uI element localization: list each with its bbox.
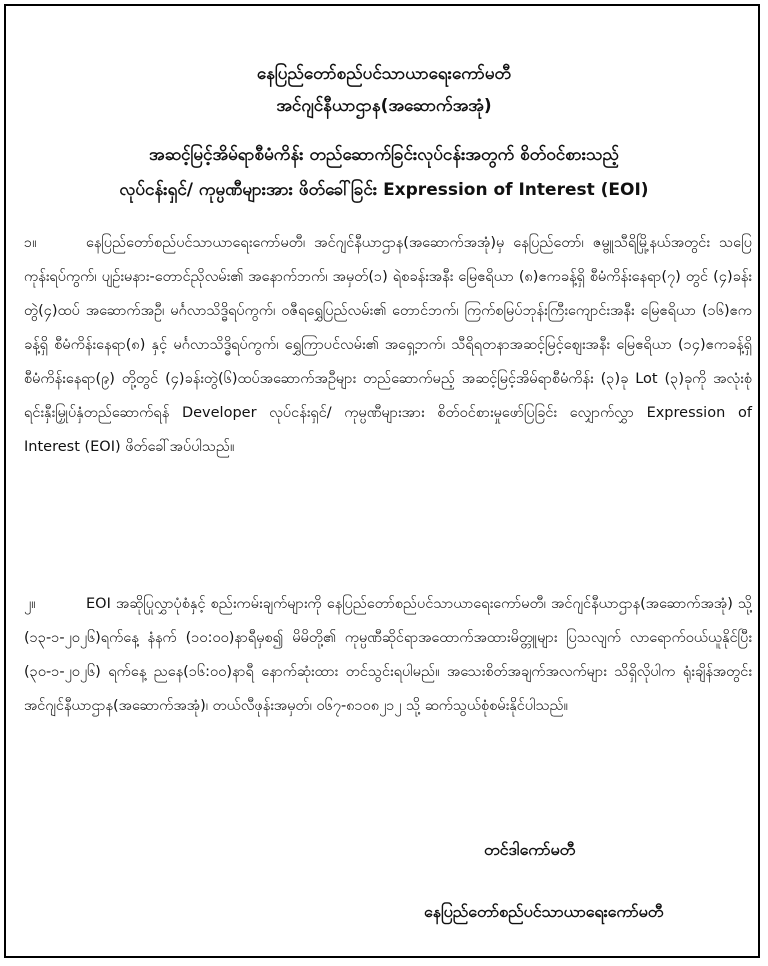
- signature-organization: နေပြည်တော်စည်ပင်သာယာရေးကော်မတီ: [424, 902, 664, 921]
- paragraph-2: [24, 587, 752, 723]
- department-title: အင်ဂျင်နီယာဌာန(အဆောက်အအုံ): [276, 96, 492, 116]
- notice-title-line2: လုပ်ငန်းရှင်/ ကုမ္ပဏီများအား ဖိတ်ခေါ်ခြင်း Expression of Interest (EOI): [119, 180, 649, 200]
- paragraph-number: ၂။: [24, 596, 36, 612]
- paragraph-text: နေပြည်တော်စည်ပင်သာယာရေးကော်မတီ၊ အင်ဂျင်နီယာဌာန(အဆောက်အအုံ)မှ နေပြည်တော်၊ ဇမ္ဗူသီရိမြို့နယ်အတွင်း သပြေကုန်းရပ်ကွက်၊ ပျဉ်းမနား-တောင်ညိုလမ်း၏ အနောက်ဘက်၊ အမှတ်(၁) ရဲစခန်းအနီး မြေဧရိယာ (၈)ဧကခန့်ရှိ စီမံကိန်းနေရာ(၇) တွင် (၄)ခန်းတွဲ(၄)ထပ် အဆောက်အဦ၊ မင်္ဂလာသိဒ္ဓိရပ်ကွက်၊ ဝဇီရရွှေပြည်လမ်း၏ တောင်ဘက်၊ ကြက်စမြပ်ဘုန်းကြီးကျောင်းအနီး မြေဧရိယာ (၁၆)ဧကခန့်ရှိ စီမံကိန်းနေရာ(၈) နှင့် မင်္ဂလာသိဒ္ဓိရပ်ကွက်၊ ရွှေကြာပင်လမ်း၏ အရှေ့ဘက်၊ သီရိရတနာအဆင့်မြင့်ဈေးအနီး မြေဧရိယာ (၁၄)ဧကခန့်ရှိ စီမံကိန်းနေရာ(၉) တို့တွင် (၄)ခန်းတွဲ(၆)ထပ်အဆောက်အဦများ တည်ဆောက်မည့် အဆင့်မြင့်အိမ်ရာစီမံကိန်း (၃)ခု Lot (၃)ခုကို အလုံးစုံရင်းနှီးမြှုပ်နှံတည်ဆောက်ရန် Developer လုပ်ငန်းရှင်/ ကုမ္ပဏီများအား စိတ်ဝင်စားမှုဖော်ပြခြင်း လျှောက်လွှာ Expression of Interest (EOI) ဖိတ်ခေါ်အပ်ပါသည်။: [24, 235, 752, 455]
- paragraph-text: EOI အဆိုပြုလွှာပုံစံနှင့် စည်းကမ်းချက်များကို နေပြည်တော်စည်ပင်သာယာရေးကော်မတီ၊ အင်ဂျင်နီယာဌာန(အဆောက်အအုံ) သို့ (၁၃-၁-၂၀၂၆)ရက်နေ့ နံနက် (၁၀:၀၀)နာရီမှစ၍ မိမိတို့၏ ကုမ္ပဏီဆိုင်ရာအထောက်အထားမိတ္တူများ ပြသလျက် လာရောက်ဝယ်ယူနိုင်ပြီး (၃၀-၁-၂၀၂၆) ရက်နေ့ ညနေ(၁၆:၀၀)နာရီ နောက်ဆုံးထား တင်သွင်းရပါမည်။ အသေးစိတ်အချက်အလက်များ သိရှိလိုပါက ရုံးချိန်အတွင်း အင်ဂျင်နီယာဌာန(အဆောက်အအုံ)၊ တယ်လီဖုန်းအမှတ်၊ ၀၆၇-၈၁၀၈၂၁၂ သို့ ဆက်သွယ်စုံစမ်းနိုင်ပါသည်။: [24, 596, 752, 714]
- committee-title: နေပြည်တော်စည်ပင်သာယာရေးကော်မတီ: [256, 64, 512, 84]
- paragraph-number: ၁။: [24, 235, 37, 251]
- signature-committee: တင်ဒါကော်မတီ: [484, 840, 576, 859]
- paragraph-1: [24, 226, 752, 464]
- notice-title-line1: အဆင့်မြင့်အိမ်ရာစီမံကိန်း တည်ဆောက်ခြင်းလုပ်ငန်းအတွက် စိတ်ဝင်စားသည့်: [149, 145, 619, 165]
